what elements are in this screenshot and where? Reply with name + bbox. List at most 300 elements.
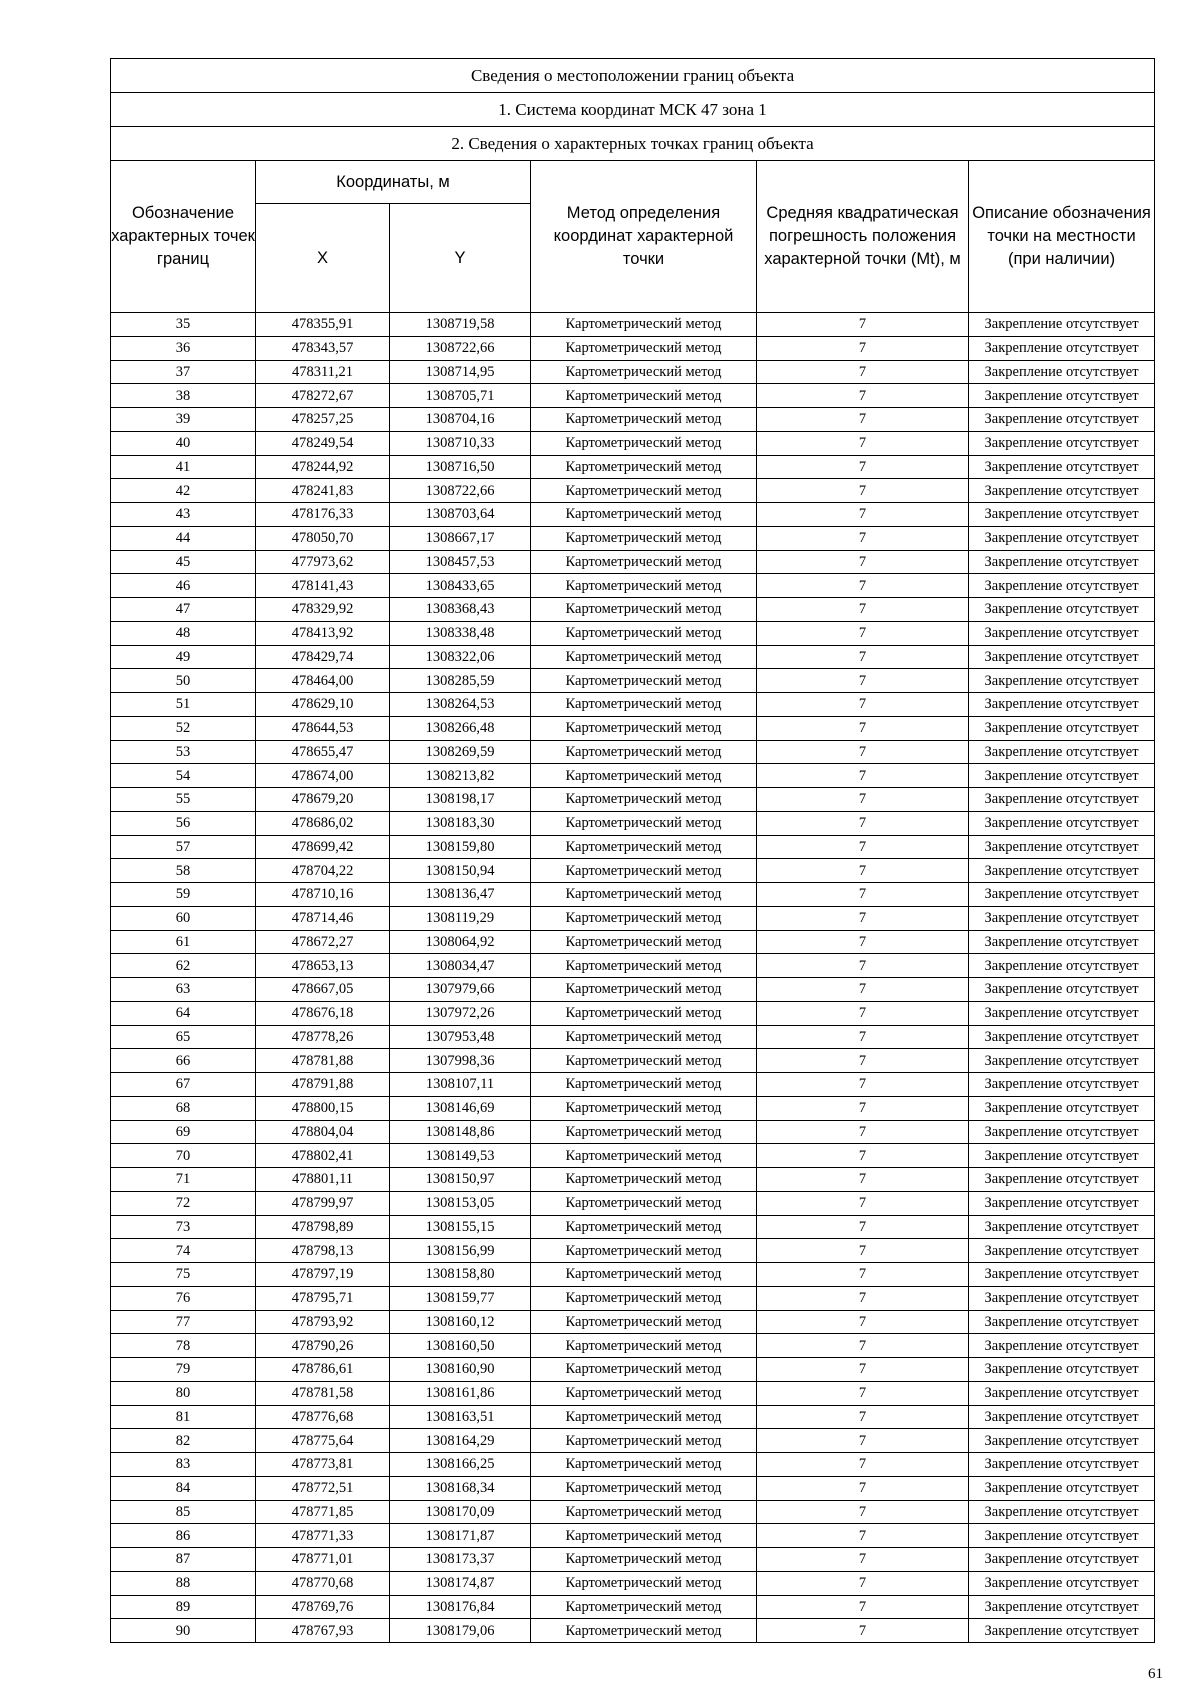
cell-x-coordinate: 478771,01 bbox=[256, 1548, 390, 1572]
cell-mean-error: 7 bbox=[757, 811, 969, 835]
cell-point-number: 77 bbox=[111, 1310, 256, 1334]
cell-description: Закрепление отсутствует bbox=[969, 1168, 1155, 1192]
cell-point-number: 49 bbox=[111, 645, 256, 669]
cell-y-coordinate: 1308170,09 bbox=[390, 1500, 531, 1524]
cell-point-number: 83 bbox=[111, 1453, 256, 1477]
cell-x-coordinate: 478429,74 bbox=[256, 645, 390, 669]
cell-mean-error: 7 bbox=[757, 336, 969, 360]
cell-y-coordinate: 1307972,26 bbox=[390, 1001, 531, 1025]
cell-description: Закрепление отсутствует bbox=[969, 811, 1155, 835]
cell-description: Закрепление отсутствует bbox=[969, 431, 1155, 455]
cell-mean-error: 7 bbox=[757, 1524, 969, 1548]
table-row bbox=[111, 1500, 1155, 1524]
table-row bbox=[111, 1358, 1155, 1382]
cell-description: Закрепление отсутствует bbox=[969, 764, 1155, 788]
cell-x-coordinate: 478802,41 bbox=[256, 1144, 390, 1168]
cell-x-coordinate: 478781,88 bbox=[256, 1049, 390, 1073]
cell-description: Закрепление отсутствует bbox=[969, 598, 1155, 622]
table-row bbox=[111, 574, 1155, 598]
cell-mean-error: 7 bbox=[757, 1215, 969, 1239]
cell-point-number: 71 bbox=[111, 1168, 256, 1192]
cell-point-number: 59 bbox=[111, 883, 256, 907]
cell-point-number: 79 bbox=[111, 1358, 256, 1382]
cell-x-coordinate: 478795,71 bbox=[256, 1286, 390, 1310]
cell-description: Закрепление отсутствует bbox=[969, 1358, 1155, 1382]
cell-description: Закрепление отсутствует bbox=[969, 550, 1155, 574]
cell-mean-error: 7 bbox=[757, 360, 969, 384]
cell-y-coordinate: 1308338,48 bbox=[390, 621, 531, 645]
table-row bbox=[111, 1595, 1155, 1619]
cell-method: Картометрический метод bbox=[531, 360, 757, 384]
cell-point-number: 89 bbox=[111, 1595, 256, 1619]
cell-mean-error: 7 bbox=[757, 1358, 969, 1382]
cell-method: Картометрический метод bbox=[531, 740, 757, 764]
table-row bbox=[111, 1286, 1155, 1310]
cell-description: Закрепление отсутствует bbox=[969, 479, 1155, 503]
cell-description: Закрепление отсутствует bbox=[969, 1381, 1155, 1405]
cell-method: Картометрический метод bbox=[531, 1239, 757, 1263]
header-y: Y bbox=[390, 204, 531, 313]
cell-y-coordinate: 1308719,58 bbox=[390, 313, 531, 337]
cell-mean-error: 7 bbox=[757, 1405, 969, 1429]
cell-mean-error: 7 bbox=[757, 1310, 969, 1334]
cell-method: Картометрический метод bbox=[531, 906, 757, 930]
cell-x-coordinate: 478800,15 bbox=[256, 1096, 390, 1120]
header-x: X bbox=[256, 204, 390, 313]
cell-description: Закрепление отсутствует bbox=[969, 1239, 1155, 1263]
cell-point-number: 43 bbox=[111, 503, 256, 527]
cell-x-coordinate: 478778,26 bbox=[256, 1025, 390, 1049]
cell-y-coordinate: 1308716,50 bbox=[390, 455, 531, 479]
cell-y-coordinate: 1308722,66 bbox=[390, 479, 531, 503]
cell-description: Закрепление отсутствует bbox=[969, 1524, 1155, 1548]
cell-method: Картометрический метод bbox=[531, 479, 757, 503]
cell-method: Картометрический метод bbox=[531, 693, 757, 717]
cell-mean-error: 7 bbox=[757, 1239, 969, 1263]
cell-method: Картометрический метод bbox=[531, 1263, 757, 1287]
cell-point-number: 46 bbox=[111, 574, 256, 598]
cell-x-coordinate: 478272,67 bbox=[256, 384, 390, 408]
table-row bbox=[111, 1191, 1155, 1215]
cell-method: Картометрический метод bbox=[531, 1381, 757, 1405]
cell-mean-error: 7 bbox=[757, 479, 969, 503]
cell-method: Картометрический метод bbox=[531, 1049, 757, 1073]
cell-description: Закрепление отсутствует bbox=[969, 503, 1155, 527]
cell-x-coordinate: 478329,92 bbox=[256, 598, 390, 622]
cell-mean-error: 7 bbox=[757, 883, 969, 907]
cell-method: Картометрический метод bbox=[531, 503, 757, 527]
cell-method: Картометрический метод bbox=[531, 1191, 757, 1215]
cell-y-coordinate: 1308156,99 bbox=[390, 1239, 531, 1263]
cell-description: Закрепление отсутствует bbox=[969, 384, 1155, 408]
cell-y-coordinate: 1308034,47 bbox=[390, 954, 531, 978]
cell-x-coordinate: 478793,92 bbox=[256, 1310, 390, 1334]
cell-x-coordinate: 478343,57 bbox=[256, 336, 390, 360]
cell-x-coordinate: 478464,00 bbox=[256, 669, 390, 693]
table-row bbox=[111, 1476, 1155, 1500]
header-coordinates: Координаты, м bbox=[256, 161, 531, 204]
table-row bbox=[111, 1548, 1155, 1572]
cell-y-coordinate: 1308433,65 bbox=[390, 574, 531, 598]
cell-mean-error: 7 bbox=[757, 1429, 969, 1453]
cell-description: Закрепление отсутствует bbox=[969, 1405, 1155, 1429]
cell-y-coordinate: 1308457,53 bbox=[390, 550, 531, 574]
cell-point-number: 70 bbox=[111, 1144, 256, 1168]
cell-x-coordinate: 478773,81 bbox=[256, 1453, 390, 1477]
cell-mean-error: 7 bbox=[757, 1168, 969, 1192]
table-row bbox=[111, 645, 1155, 669]
cell-y-coordinate: 1308322,06 bbox=[390, 645, 531, 669]
cell-description: Закрепление отсутствует bbox=[969, 1191, 1155, 1215]
cell-mean-error: 7 bbox=[757, 1191, 969, 1215]
table-row bbox=[111, 716, 1155, 740]
table-row bbox=[111, 1001, 1155, 1025]
cell-x-coordinate: 478667,05 bbox=[256, 978, 390, 1002]
cell-y-coordinate: 1308159,80 bbox=[390, 835, 531, 859]
cell-y-coordinate: 1308264,53 bbox=[390, 693, 531, 717]
cell-y-coordinate: 1308064,92 bbox=[390, 930, 531, 954]
cell-mean-error: 7 bbox=[757, 788, 969, 812]
cell-mean-error: 7 bbox=[757, 954, 969, 978]
cell-mean-error: 7 bbox=[757, 1286, 969, 1310]
cell-x-coordinate: 478770,68 bbox=[256, 1571, 390, 1595]
cell-point-number: 54 bbox=[111, 764, 256, 788]
cell-mean-error: 7 bbox=[757, 1073, 969, 1097]
cell-y-coordinate: 1308176,84 bbox=[390, 1595, 531, 1619]
cell-mean-error: 7 bbox=[757, 503, 969, 527]
cell-description: Закрепление отсутствует bbox=[969, 1476, 1155, 1500]
cell-x-coordinate: 478413,92 bbox=[256, 621, 390, 645]
cell-y-coordinate: 1308161,86 bbox=[390, 1381, 531, 1405]
table-row bbox=[111, 503, 1155, 527]
cell-y-coordinate: 1308171,87 bbox=[390, 1524, 531, 1548]
cell-x-coordinate: 478311,21 bbox=[256, 360, 390, 384]
cell-mean-error: 7 bbox=[757, 526, 969, 550]
cell-method: Картометрический метод bbox=[531, 1025, 757, 1049]
cell-point-number: 61 bbox=[111, 930, 256, 954]
cell-mean-error: 7 bbox=[757, 1001, 969, 1025]
cell-point-number: 85 bbox=[111, 1500, 256, 1524]
cell-point-number: 35 bbox=[111, 313, 256, 337]
cell-mean-error: 7 bbox=[757, 431, 969, 455]
cell-mean-error: 7 bbox=[757, 1595, 969, 1619]
page-number: 61 bbox=[1148, 1666, 1163, 1682]
cell-y-coordinate: 1308146,69 bbox=[390, 1096, 531, 1120]
cell-mean-error: 7 bbox=[757, 1548, 969, 1572]
cell-mean-error: 7 bbox=[757, 859, 969, 883]
header-description: Описание обозначения точки на местности (при наличии) bbox=[969, 161, 1155, 313]
cell-x-coordinate: 478769,76 bbox=[256, 1595, 390, 1619]
cell-point-number: 66 bbox=[111, 1049, 256, 1073]
cell-point-number: 47 bbox=[111, 598, 256, 622]
cell-y-coordinate: 1308166,25 bbox=[390, 1453, 531, 1477]
cell-x-coordinate: 478798,89 bbox=[256, 1215, 390, 1239]
cell-method: Картометрический метод bbox=[531, 1001, 757, 1025]
points-section-title: 2. Сведения о характерных точках границ объекта bbox=[111, 127, 1155, 161]
cell-method: Картометрический метод bbox=[531, 1571, 757, 1595]
cell-mean-error: 7 bbox=[757, 1571, 969, 1595]
cell-point-number: 84 bbox=[111, 1476, 256, 1500]
cell-point-number: 63 bbox=[111, 978, 256, 1002]
cell-description: Закрепление отсутствует bbox=[969, 1571, 1155, 1595]
cell-x-coordinate: 478674,00 bbox=[256, 764, 390, 788]
table-row bbox=[111, 1025, 1155, 1049]
cell-y-coordinate: 1308150,97 bbox=[390, 1168, 531, 1192]
cell-x-coordinate: 478679,20 bbox=[256, 788, 390, 812]
cell-mean-error: 7 bbox=[757, 1453, 969, 1477]
cell-x-coordinate: 478801,11 bbox=[256, 1168, 390, 1192]
table-row bbox=[111, 835, 1155, 859]
cell-description: Закрепление отсутствует bbox=[969, 1263, 1155, 1287]
cell-y-coordinate: 1308163,51 bbox=[390, 1405, 531, 1429]
cell-point-number: 82 bbox=[111, 1429, 256, 1453]
cell-point-number: 72 bbox=[111, 1191, 256, 1215]
table-row bbox=[111, 930, 1155, 954]
cell-mean-error: 7 bbox=[757, 1381, 969, 1405]
cell-point-number: 90 bbox=[111, 1619, 256, 1643]
table-row bbox=[111, 1049, 1155, 1073]
table-row bbox=[111, 788, 1155, 812]
cell-point-number: 75 bbox=[111, 1263, 256, 1287]
cell-description: Закрепление отсутствует bbox=[969, 1215, 1155, 1239]
cell-y-coordinate: 1308164,29 bbox=[390, 1429, 531, 1453]
cell-method: Картометрический метод bbox=[531, 1405, 757, 1429]
cell-mean-error: 7 bbox=[757, 764, 969, 788]
table-row bbox=[111, 360, 1155, 384]
cell-method: Картометрический метод bbox=[531, 313, 757, 337]
table-row bbox=[111, 1120, 1155, 1144]
cell-x-coordinate: 478786,61 bbox=[256, 1358, 390, 1382]
cell-description: Закрепление отсутствует bbox=[969, 1073, 1155, 1097]
cell-description: Закрепление отсутствует bbox=[969, 313, 1155, 337]
cell-x-coordinate: 478767,93 bbox=[256, 1619, 390, 1643]
cell-method: Картометрический метод bbox=[531, 978, 757, 1002]
cell-x-coordinate: 478798,13 bbox=[256, 1239, 390, 1263]
cell-mean-error: 7 bbox=[757, 1144, 969, 1168]
cell-description: Закрепление отсутствует bbox=[969, 930, 1155, 954]
cell-y-coordinate: 1308174,87 bbox=[390, 1571, 531, 1595]
cell-description: Закрепление отсутствует bbox=[969, 1310, 1155, 1334]
cell-method: Картометрический метод bbox=[531, 1286, 757, 1310]
cell-mean-error: 7 bbox=[757, 669, 969, 693]
cell-description: Закрепление отсутствует bbox=[969, 740, 1155, 764]
cell-y-coordinate: 1308198,17 bbox=[390, 788, 531, 812]
table-row bbox=[111, 883, 1155, 907]
table-row bbox=[111, 479, 1155, 503]
cell-description: Закрепление отсутствует bbox=[969, 1453, 1155, 1477]
cell-x-coordinate: 478771,33 bbox=[256, 1524, 390, 1548]
cell-y-coordinate: 1308285,59 bbox=[390, 669, 531, 693]
cell-description: Закрепление отсутствует bbox=[969, 574, 1155, 598]
cell-method: Картометрический метод bbox=[531, 431, 757, 455]
cell-mean-error: 7 bbox=[757, 740, 969, 764]
cell-y-coordinate: 1308160,90 bbox=[390, 1358, 531, 1382]
cell-method: Картометрический метод bbox=[531, 598, 757, 622]
cell-mean-error: 7 bbox=[757, 1120, 969, 1144]
table-row bbox=[111, 1096, 1155, 1120]
cell-description: Закрепление отсутствует bbox=[969, 859, 1155, 883]
cell-mean-error: 7 bbox=[757, 408, 969, 432]
cell-mean-error: 7 bbox=[757, 1500, 969, 1524]
table-row bbox=[111, 1571, 1155, 1595]
table-row bbox=[111, 859, 1155, 883]
cell-description: Закрепление отсутствует bbox=[969, 693, 1155, 717]
cell-x-coordinate: 478775,64 bbox=[256, 1429, 390, 1453]
cell-description: Закрепление отсутствует bbox=[969, 408, 1155, 432]
cell-y-coordinate: 1308179,06 bbox=[390, 1619, 531, 1643]
table-row bbox=[111, 954, 1155, 978]
cell-description: Закрепление отсутствует bbox=[969, 978, 1155, 1002]
cell-x-coordinate: 478655,47 bbox=[256, 740, 390, 764]
cell-method: Картометрический метод bbox=[531, 1310, 757, 1334]
cell-description: Закрепление отсутствует bbox=[969, 1334, 1155, 1358]
cell-x-coordinate: 478629,10 bbox=[256, 693, 390, 717]
cell-description: Закрепление отсутствует bbox=[969, 669, 1155, 693]
cell-point-number: 69 bbox=[111, 1120, 256, 1144]
cell-mean-error: 7 bbox=[757, 693, 969, 717]
cell-y-coordinate: 1308155,15 bbox=[390, 1215, 531, 1239]
cell-point-number: 88 bbox=[111, 1571, 256, 1595]
cell-x-coordinate: 478244,92 bbox=[256, 455, 390, 479]
cell-method: Картометрический метод bbox=[531, 645, 757, 669]
cell-point-number: 37 bbox=[111, 360, 256, 384]
cell-method: Картометрический метод bbox=[531, 1619, 757, 1643]
cell-y-coordinate: 1308148,86 bbox=[390, 1120, 531, 1144]
cell-mean-error: 7 bbox=[757, 978, 969, 1002]
cell-point-number: 55 bbox=[111, 788, 256, 812]
title-row-1 bbox=[111, 59, 1155, 93]
cell-mean-error: 7 bbox=[757, 1619, 969, 1643]
cell-x-coordinate: 478771,85 bbox=[256, 1500, 390, 1524]
cell-y-coordinate: 1308173,37 bbox=[390, 1548, 531, 1572]
table-row bbox=[111, 764, 1155, 788]
cell-description: Закрепление отсутствует bbox=[969, 1548, 1155, 1572]
table-row bbox=[111, 1310, 1155, 1334]
cell-point-number: 45 bbox=[111, 550, 256, 574]
cell-point-number: 76 bbox=[111, 1286, 256, 1310]
cell-x-coordinate: 478714,46 bbox=[256, 906, 390, 930]
cell-method: Картометрический метод bbox=[531, 1595, 757, 1619]
cell-y-coordinate: 1308107,11 bbox=[390, 1073, 531, 1097]
cell-description: Закрепление отсутствует bbox=[969, 336, 1155, 360]
cell-point-number: 74 bbox=[111, 1239, 256, 1263]
cell-description: Закрепление отсутствует bbox=[969, 455, 1155, 479]
cell-method: Картометрический метод bbox=[531, 1524, 757, 1548]
cell-y-coordinate: 1308703,64 bbox=[390, 503, 531, 527]
header-point-designation: Обозначение характерных точек границ bbox=[111, 161, 256, 313]
cell-y-coordinate: 1308269,59 bbox=[390, 740, 531, 764]
cell-point-number: 60 bbox=[111, 906, 256, 930]
cell-description: Закрепление отсутствует bbox=[969, 1144, 1155, 1168]
cell-mean-error: 7 bbox=[757, 835, 969, 859]
table-row bbox=[111, 1168, 1155, 1192]
cell-point-number: 42 bbox=[111, 479, 256, 503]
cell-y-coordinate: 1308722,66 bbox=[390, 336, 531, 360]
cell-x-coordinate: 478176,33 bbox=[256, 503, 390, 527]
table-row bbox=[111, 1381, 1155, 1405]
cell-y-coordinate: 1308710,33 bbox=[390, 431, 531, 455]
cell-mean-error: 7 bbox=[757, 906, 969, 930]
cell-description: Закрепление отсутствует bbox=[969, 1049, 1155, 1073]
cell-point-number: 86 bbox=[111, 1524, 256, 1548]
table-row bbox=[111, 598, 1155, 622]
cell-method: Картометрический метод bbox=[531, 716, 757, 740]
cell-x-coordinate: 478776,68 bbox=[256, 1405, 390, 1429]
cell-mean-error: 7 bbox=[757, 1049, 969, 1073]
table-row bbox=[111, 336, 1155, 360]
table-row bbox=[111, 906, 1155, 930]
cell-description: Закрепление отсутствует bbox=[969, 1120, 1155, 1144]
cell-point-number: 62 bbox=[111, 954, 256, 978]
cell-mean-error: 7 bbox=[757, 550, 969, 574]
cell-y-coordinate: 1308213,82 bbox=[390, 764, 531, 788]
cell-y-coordinate: 1308266,48 bbox=[390, 716, 531, 740]
table-row bbox=[111, 1405, 1155, 1429]
cell-y-coordinate: 1308168,34 bbox=[390, 1476, 531, 1500]
cell-method: Картометрический метод bbox=[531, 1073, 757, 1097]
header-row-top bbox=[111, 161, 1155, 204]
cell-mean-error: 7 bbox=[757, 645, 969, 669]
cell-point-number: 41 bbox=[111, 455, 256, 479]
cell-mean-error: 7 bbox=[757, 1263, 969, 1287]
table-row bbox=[111, 1073, 1155, 1097]
cell-method: Картометрический метод bbox=[531, 835, 757, 859]
cell-method: Картометрический метод bbox=[531, 1500, 757, 1524]
cell-method: Картометрический метод bbox=[531, 455, 757, 479]
cell-method: Картометрический метод bbox=[531, 883, 757, 907]
cell-point-number: 73 bbox=[111, 1215, 256, 1239]
cell-description: Закрепление отсутствует bbox=[969, 716, 1155, 740]
table-row bbox=[111, 526, 1155, 550]
cell-description: Закрепление отсутствует bbox=[969, 360, 1155, 384]
cell-x-coordinate: 478781,58 bbox=[256, 1381, 390, 1405]
cell-description: Закрепление отсутствует bbox=[969, 1096, 1155, 1120]
cell-mean-error: 7 bbox=[757, 621, 969, 645]
cell-point-number: 48 bbox=[111, 621, 256, 645]
cell-x-coordinate: 478772,51 bbox=[256, 1476, 390, 1500]
cell-point-number: 40 bbox=[111, 431, 256, 455]
cell-mean-error: 7 bbox=[757, 1025, 969, 1049]
cell-x-coordinate: 478791,88 bbox=[256, 1073, 390, 1097]
cell-point-number: 68 bbox=[111, 1096, 256, 1120]
cell-y-coordinate: 1308159,77 bbox=[390, 1286, 531, 1310]
cell-point-number: 67 bbox=[111, 1073, 256, 1097]
cell-mean-error: 7 bbox=[757, 1334, 969, 1358]
cell-method: Картометрический метод bbox=[531, 669, 757, 693]
cell-mean-error: 7 bbox=[757, 1476, 969, 1500]
table-row bbox=[111, 313, 1155, 337]
table-row bbox=[111, 1619, 1155, 1643]
cell-point-number: 87 bbox=[111, 1548, 256, 1572]
table-row bbox=[111, 978, 1155, 1002]
cell-mean-error: 7 bbox=[757, 716, 969, 740]
cell-method: Картометрический метод bbox=[531, 954, 757, 978]
cell-x-coordinate: 478050,70 bbox=[256, 526, 390, 550]
cell-x-coordinate: 478799,97 bbox=[256, 1191, 390, 1215]
cell-method: Картометрический метод bbox=[531, 1358, 757, 1382]
cell-description: Закрепление отсутствует bbox=[969, 1619, 1155, 1643]
title-row-3 bbox=[111, 127, 1155, 161]
cell-description: Закрепление отсутствует bbox=[969, 1595, 1155, 1619]
cell-mean-error: 7 bbox=[757, 598, 969, 622]
table-row bbox=[111, 384, 1155, 408]
cell-method: Картометрический метод bbox=[531, 574, 757, 598]
table-title: Сведения о местоположении границ объекта bbox=[111, 59, 1155, 93]
cell-mean-error: 7 bbox=[757, 930, 969, 954]
cell-point-number: 53 bbox=[111, 740, 256, 764]
cell-method: Картометрический метод bbox=[531, 1476, 757, 1500]
cell-point-number: 81 bbox=[111, 1405, 256, 1429]
